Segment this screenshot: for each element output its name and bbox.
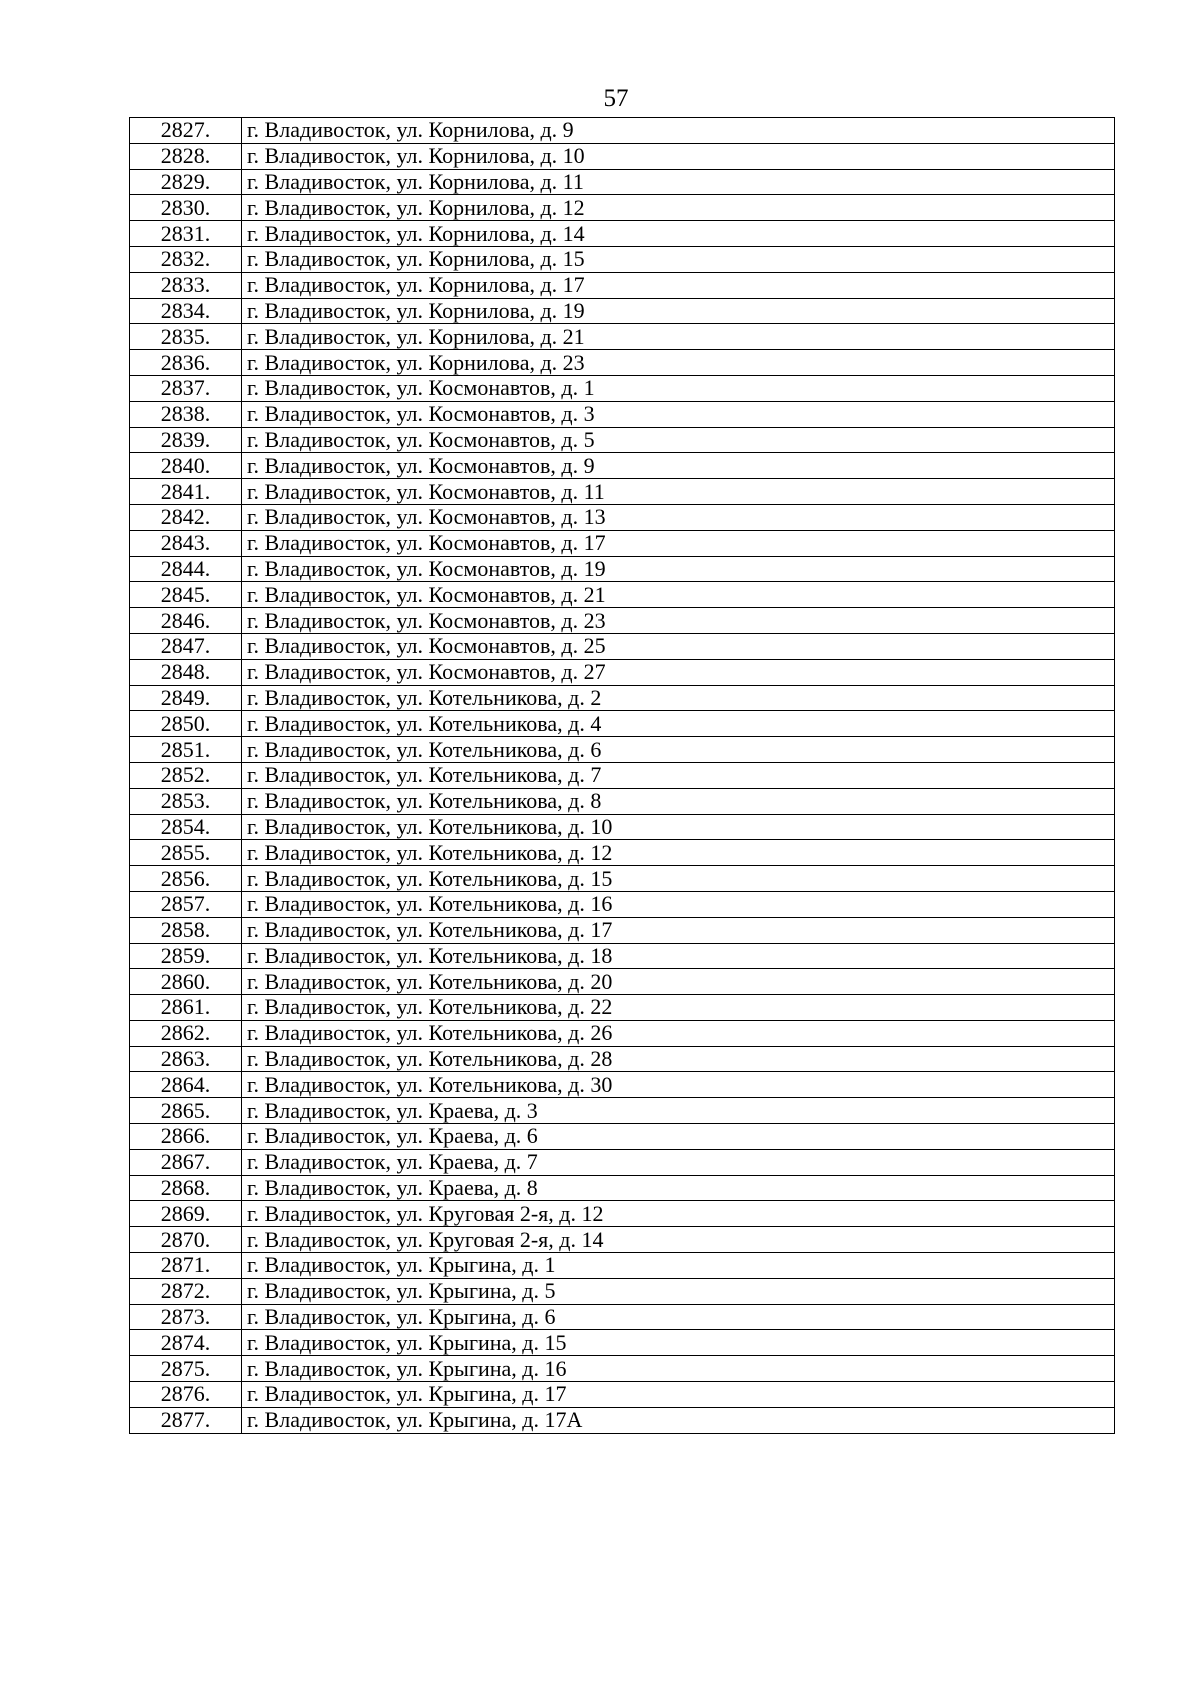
row-number: 2853. (130, 788, 242, 814)
row-number: 2867. (130, 1149, 242, 1175)
row-number: 2858. (130, 917, 242, 943)
row-number: 2871. (130, 1253, 242, 1279)
row-number: 2845. (130, 582, 242, 608)
row-address: г. Владивосток, ул. Крыгина, д. 15 (242, 1330, 1115, 1356)
row-number: 2837. (130, 375, 242, 401)
table-row (130, 324, 1115, 350)
row-address: г. Владивосток, ул. Крыгина, д. 5 (242, 1278, 1115, 1304)
row-number: 2849. (130, 685, 242, 711)
row-number: 2829. (130, 169, 242, 195)
row-number: 2877. (130, 1407, 242, 1433)
table-row (130, 479, 1115, 505)
table-row (130, 814, 1115, 840)
table-row (130, 891, 1115, 917)
row-number: 2835. (130, 324, 242, 350)
row-address: г. Владивосток, ул. Космонавтов, д. 23 (242, 608, 1115, 634)
table-row (130, 943, 1115, 969)
table-row (130, 1124, 1115, 1150)
row-address: г. Владивосток, ул. Космонавтов, д. 25 (242, 633, 1115, 659)
row-address: г. Владивосток, ул. Космонавтов, д. 3 (242, 401, 1115, 427)
row-address: г. Владивосток, ул. Круговая 2-я, д. 12 (242, 1201, 1115, 1227)
row-address: г. Владивосток, ул. Котельникова, д. 8 (242, 788, 1115, 814)
table-row (130, 1201, 1115, 1227)
row-number: 2865. (130, 1098, 242, 1124)
row-number: 2863. (130, 1046, 242, 1072)
row-number: 2854. (130, 814, 242, 840)
row-address: г. Владивосток, ул. Корнилова, д. 23 (242, 350, 1115, 376)
row-number: 2842. (130, 504, 242, 530)
row-address: г. Владивосток, ул. Крыгина, д. 6 (242, 1304, 1115, 1330)
row-address: г. Владивосток, ул. Космонавтов, д. 1 (242, 375, 1115, 401)
table-row (130, 1227, 1115, 1253)
row-number: 2852. (130, 762, 242, 788)
row-address: г. Владивосток, ул. Космонавтов, д. 19 (242, 556, 1115, 582)
row-address: г. Владивосток, ул. Корнилова, д. 12 (242, 195, 1115, 221)
row-address: г. Владивосток, ул. Корнилова, д. 15 (242, 246, 1115, 272)
row-address: г. Владивосток, ул. Крыгина, д. 16 (242, 1356, 1115, 1382)
row-number: 2868. (130, 1175, 242, 1201)
row-address: г. Владивосток, ул. Котельникова, д. 16 (242, 891, 1115, 917)
row-number: 2851. (130, 737, 242, 763)
row-number: 2828. (130, 143, 242, 169)
row-number: 2864. (130, 1072, 242, 1098)
row-address: г. Владивосток, ул. Корнилова, д. 9 (242, 118, 1115, 144)
row-address: г. Владивосток, ул. Котельникова, д. 10 (242, 814, 1115, 840)
table-row (130, 737, 1115, 763)
table-row (130, 401, 1115, 427)
row-number: 2856. (130, 866, 242, 892)
table-row (130, 1407, 1115, 1433)
row-number: 2836. (130, 350, 242, 376)
row-address: г. Владивосток, ул. Котельникова, д. 26 (242, 1020, 1115, 1046)
row-address: г. Владивосток, ул. Котельникова, д. 12 (242, 840, 1115, 866)
table-row (130, 866, 1115, 892)
row-address: г. Владивосток, ул. Космонавтов, д. 27 (242, 659, 1115, 685)
row-number: 2827. (130, 118, 242, 144)
row-address: г. Владивосток, ул. Космонавтов, д. 9 (242, 453, 1115, 479)
row-number: 2833. (130, 272, 242, 298)
row-number: 2844. (130, 556, 242, 582)
row-number: 2841. (130, 479, 242, 505)
row-address: г. Владивосток, ул. Круговая 2-я, д. 14 (242, 1227, 1115, 1253)
table-row (130, 298, 1115, 324)
row-address: г. Владивосток, ул. Космонавтов, д. 21 (242, 582, 1115, 608)
table-row (130, 350, 1115, 376)
row-number: 2860. (130, 969, 242, 995)
table-row (130, 427, 1115, 453)
row-number: 2861. (130, 995, 242, 1021)
row-address: г. Владивосток, ул. Крыгина, д. 17 (242, 1382, 1115, 1408)
table-row (130, 633, 1115, 659)
table-row (130, 1020, 1115, 1046)
row-number: 2832. (130, 246, 242, 272)
table-row (130, 453, 1115, 479)
row-number: 2834. (130, 298, 242, 324)
row-address: г. Владивосток, ул. Краева, д. 7 (242, 1149, 1115, 1175)
row-address: г. Владивосток, ул. Котельникова, д. 30 (242, 1072, 1115, 1098)
row-number: 2840. (130, 453, 242, 479)
row-address: г. Владивосток, ул. Котельникова, д. 17 (242, 917, 1115, 943)
row-number: 2838. (130, 401, 242, 427)
row-number: 2830. (130, 195, 242, 221)
table-row (130, 1304, 1115, 1330)
row-address: г. Владивосток, ул. Котельникова, д. 4 (242, 711, 1115, 737)
table-row (130, 1046, 1115, 1072)
table-row (130, 1330, 1115, 1356)
table-row (130, 659, 1115, 685)
row-address: г. Владивосток, ул. Котельникова, д. 15 (242, 866, 1115, 892)
row-address: г. Владивосток, ул. Краева, д. 8 (242, 1175, 1115, 1201)
row-address: г. Владивосток, ул. Котельникова, д. 28 (242, 1046, 1115, 1072)
row-number: 2876. (130, 1382, 242, 1408)
row-address: г. Владивосток, ул. Космонавтов, д. 5 (242, 427, 1115, 453)
table-row (130, 530, 1115, 556)
page-number: 57 (603, 85, 629, 112)
table-row (130, 375, 1115, 401)
row-address: г. Владивосток, ул. Краева, д. 3 (242, 1098, 1115, 1124)
row-address: г. Владивосток, ул. Корнилова, д. 10 (242, 143, 1115, 169)
table-row (130, 969, 1115, 995)
table-row (130, 118, 1115, 144)
row-number: 2866. (130, 1124, 242, 1150)
row-number: 2855. (130, 840, 242, 866)
table-row (130, 1278, 1115, 1304)
row-address: г. Владивосток, ул. Крыгина, д. 17А (242, 1407, 1115, 1433)
table-row (130, 608, 1115, 634)
table-row (130, 1253, 1115, 1279)
row-address: г. Владивосток, ул. Космонавтов, д. 17 (242, 530, 1115, 556)
table-row (130, 143, 1115, 169)
table-row (130, 762, 1115, 788)
table-row (130, 917, 1115, 943)
table-row (130, 582, 1115, 608)
row-number: 2848. (130, 659, 242, 685)
row-number: 2843. (130, 530, 242, 556)
row-address: г. Владивосток, ул. Корнилова, д. 21 (242, 324, 1115, 350)
table-row (130, 1149, 1115, 1175)
row-address: г. Владивосток, ул. Корнилова, д. 14 (242, 221, 1115, 247)
row-number: 2831. (130, 221, 242, 247)
table-row (130, 1098, 1115, 1124)
row-address: г. Владивосток, ул. Котельникова, д. 2 (242, 685, 1115, 711)
row-address: г. Владивосток, ул. Крыгина, д. 1 (242, 1253, 1115, 1279)
row-address: г. Владивосток, ул. Котельникова, д. 18 (242, 943, 1115, 969)
table-row (130, 246, 1115, 272)
table-row (130, 1382, 1115, 1408)
row-number: 2857. (130, 891, 242, 917)
table-row (130, 788, 1115, 814)
row-number: 2850. (130, 711, 242, 737)
row-address: г. Владивосток, ул. Космонавтов, д. 11 (242, 479, 1115, 505)
row-number: 2872. (130, 1278, 242, 1304)
row-address: г. Владивосток, ул. Котельникова, д. 22 (242, 995, 1115, 1021)
table-row (130, 711, 1115, 737)
table-row (130, 169, 1115, 195)
table-row (130, 221, 1115, 247)
row-number: 2847. (130, 633, 242, 659)
row-number: 2846. (130, 608, 242, 634)
row-number: 2869. (130, 1201, 242, 1227)
row-address: г. Владивосток, ул. Котельникова, д. 7 (242, 762, 1115, 788)
row-number: 2870. (130, 1227, 242, 1253)
row-address: г. Владивосток, ул. Корнилова, д. 17 (242, 272, 1115, 298)
row-number: 2839. (130, 427, 242, 453)
address-table-body (130, 118, 1115, 1434)
table-row (130, 504, 1115, 530)
table-row (130, 272, 1115, 298)
table-row (130, 195, 1115, 221)
row-address: г. Владивосток, ул. Корнилова, д. 11 (242, 169, 1115, 195)
table-row (130, 556, 1115, 582)
table-row (130, 685, 1115, 711)
address-table (129, 117, 1115, 1434)
table-row (130, 1175, 1115, 1201)
table-row (130, 1072, 1115, 1098)
row-address: г. Владивосток, ул. Котельникова, д. 6 (242, 737, 1115, 763)
row-number: 2875. (130, 1356, 242, 1382)
row-number: 2862. (130, 1020, 242, 1046)
row-address: г. Владивосток, ул. Космонавтов, д. 13 (242, 504, 1115, 530)
row-number: 2874. (130, 1330, 242, 1356)
row-address: г. Владивосток, ул. Краева, д. 6 (242, 1124, 1115, 1150)
table-row (130, 1356, 1115, 1382)
row-number: 2873. (130, 1304, 242, 1330)
row-number: 2859. (130, 943, 242, 969)
table-row (130, 995, 1115, 1021)
row-address: г. Владивосток, ул. Корнилова, д. 19 (242, 298, 1115, 324)
row-address: г. Владивосток, ул. Котельникова, д. 20 (242, 969, 1115, 995)
table-row (130, 840, 1115, 866)
